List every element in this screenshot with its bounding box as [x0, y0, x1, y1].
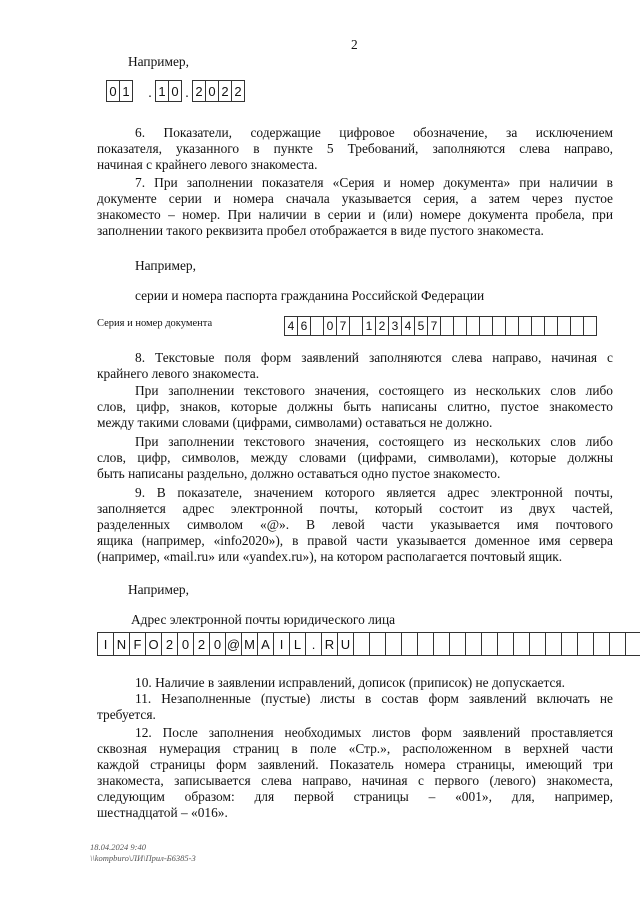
field-cell: @ [226, 632, 242, 656]
series-field-label: Серия и номер документа [97, 318, 213, 329]
date-day-cells [106, 80, 133, 102]
field-cell [532, 316, 545, 336]
paragraph-8c: При заполнении текстового значения, состоящего из нескольких слов либо слов, цифр, символов, между словами (цифрами, символами), которые должны быть написаны раздельно, должно оставаться одно пустое знакоместо. [97, 434, 613, 481]
paragraph-8: 8. Текстовые поля форм заявлений заполняются слева направо, начиная с крайнего левого знакоместа. [97, 350, 613, 381]
field-cell [466, 632, 482, 656]
field-cell [610, 632, 626, 656]
field-cell: 0 [324, 316, 337, 336]
date-month-cells [155, 80, 182, 102]
field-cell: O [146, 632, 162, 656]
field-cell [354, 632, 370, 656]
field-cell [519, 316, 532, 336]
paragraph-7: 7. При заполнении показателя «Серия и номер документа» при наличии в документе серии и номера сначала указывается серия, а затем через пустое знакоместо – номер. При наличии в серии и (или) номере документа пробела, при заполнении такого реквизита пробел отображается в виде пустого знакоместа. [97, 175, 613, 238]
paragraph-11: 11. Незаполненные (пустые) листы в состав форм заявлений включать не требуется. [97, 691, 613, 722]
field-cell [434, 632, 450, 656]
field-cell: A [258, 632, 274, 656]
field-cell: 0 [210, 632, 226, 656]
field-cell: M [242, 632, 258, 656]
date-year-cells [192, 80, 245, 102]
paragraph-8b: При заполнении текстового значения, состоящего из нескольких слов либо слов, цифр, знаков, которые должны быть написаны слитно, пустое знакоместо между такими словами (цифрами, символами) оставаться не должно. [97, 383, 613, 430]
field-cell [562, 632, 578, 656]
field-cell [350, 316, 363, 336]
date-cell: 2 [192, 80, 206, 102]
field-cell: 2 [194, 632, 210, 656]
field-cell: 4 [402, 316, 415, 336]
date-separator: . [148, 86, 152, 101]
field-cell: U [338, 632, 354, 656]
page-number: 2 [351, 37, 358, 52]
field-cell: L [290, 632, 306, 656]
date-cell: 2 [219, 80, 232, 102]
field-cell: 0 [178, 632, 194, 656]
field-cell: R [322, 632, 338, 656]
field-cell [626, 632, 640, 656]
date-cell: 1 [120, 80, 133, 102]
field-cell: F [130, 632, 146, 656]
date-cell: 0 [169, 80, 182, 102]
field-cell [311, 316, 324, 336]
email-field-label: Адрес электронной почты юридического лица [131, 612, 396, 627]
field-cell: . [306, 632, 322, 656]
field-cell [546, 632, 562, 656]
field-cell [370, 632, 386, 656]
field-cell [418, 632, 434, 656]
example-label-2: Например, [135, 258, 196, 273]
footer-path: \\kompburo\ЛИ\Прил-Б6385-3 [90, 853, 196, 863]
field-cell [584, 316, 597, 336]
field-cell [493, 316, 506, 336]
field-cell [480, 316, 493, 336]
field-cell: 7 [337, 316, 350, 336]
field-cell [530, 632, 546, 656]
field-cell: 5 [415, 316, 428, 336]
field-cell [482, 632, 498, 656]
passport-caption: серии и номера паспорта гражданина Российской Федерации [135, 288, 485, 303]
series-field-cells [284, 316, 597, 336]
date-example [106, 80, 245, 102]
field-cell: 2 [376, 316, 389, 336]
field-cell [450, 632, 466, 656]
field-cell [454, 316, 467, 336]
date-cell: 1 [155, 80, 169, 102]
field-cell: 7 [428, 316, 441, 336]
paragraph-12: 12. После заполнения необходимых листов форм заявлений проставляется сквозная нумерация страниц в поле «Стр.», расположенном в верхней части каждой страницы форм заявлений. Показатель номера страницы, имеющий три знакоместа, записывается слева направо, начиная с первого (левого) знакоместа, следующим образом: для первой страницы – «001», для, например, шестнадцатой – «016». [97, 725, 613, 820]
field-cell [578, 632, 594, 656]
field-cell [467, 316, 480, 336]
field-cell [571, 316, 584, 336]
field-cell [386, 632, 402, 656]
field-cell: 3 [389, 316, 402, 336]
paragraph-9: 9. В показателе, значением которого является адрес электронной почты, заполняется адрес электронной почты, который состоит из двух частей, разделенных символом «@». В левой части указывается имя почтового ящика (например, «info2020»), в правой части указывается доменное имя сервера (например, «mail.ru» или «yandex.ru»), на котором располагается почтовый ящик. [97, 485, 613, 564]
date-separator: . [185, 86, 189, 101]
field-cell: 4 [284, 316, 298, 336]
example-label-3: Например, [128, 582, 189, 597]
field-cell [594, 632, 610, 656]
field-cell [558, 316, 571, 336]
field-cell: I [274, 632, 290, 656]
field-cell [514, 632, 530, 656]
field-cell: I [97, 632, 114, 656]
email-field-cells [97, 632, 640, 656]
field-cell: 6 [298, 316, 311, 336]
date-cell: 0 [206, 80, 219, 102]
field-cell [402, 632, 418, 656]
field-cell [506, 316, 519, 336]
field-cell [498, 632, 514, 656]
date-cell: 2 [232, 80, 245, 102]
paragraph-6: 6. Показатели, содержащие цифровое обозначение, за исключением показателя, указанного в пункте 5 Требований, заполняются слева направо, начиная с крайнего левого знакоместа. [97, 125, 613, 172]
field-cell: 2 [162, 632, 178, 656]
field-cell [441, 316, 454, 336]
field-cell: N [114, 632, 130, 656]
field-cell [545, 316, 558, 336]
footer-timestamp: 18.04.2024 9:40 [90, 842, 146, 852]
example-label-1: Например, [128, 54, 189, 69]
field-cell: 1 [363, 316, 376, 336]
date-cell: 0 [106, 80, 120, 102]
paragraph-10: 10. Наличие в заявлении исправлений, дописок (приписок) не допускается. [135, 675, 565, 690]
